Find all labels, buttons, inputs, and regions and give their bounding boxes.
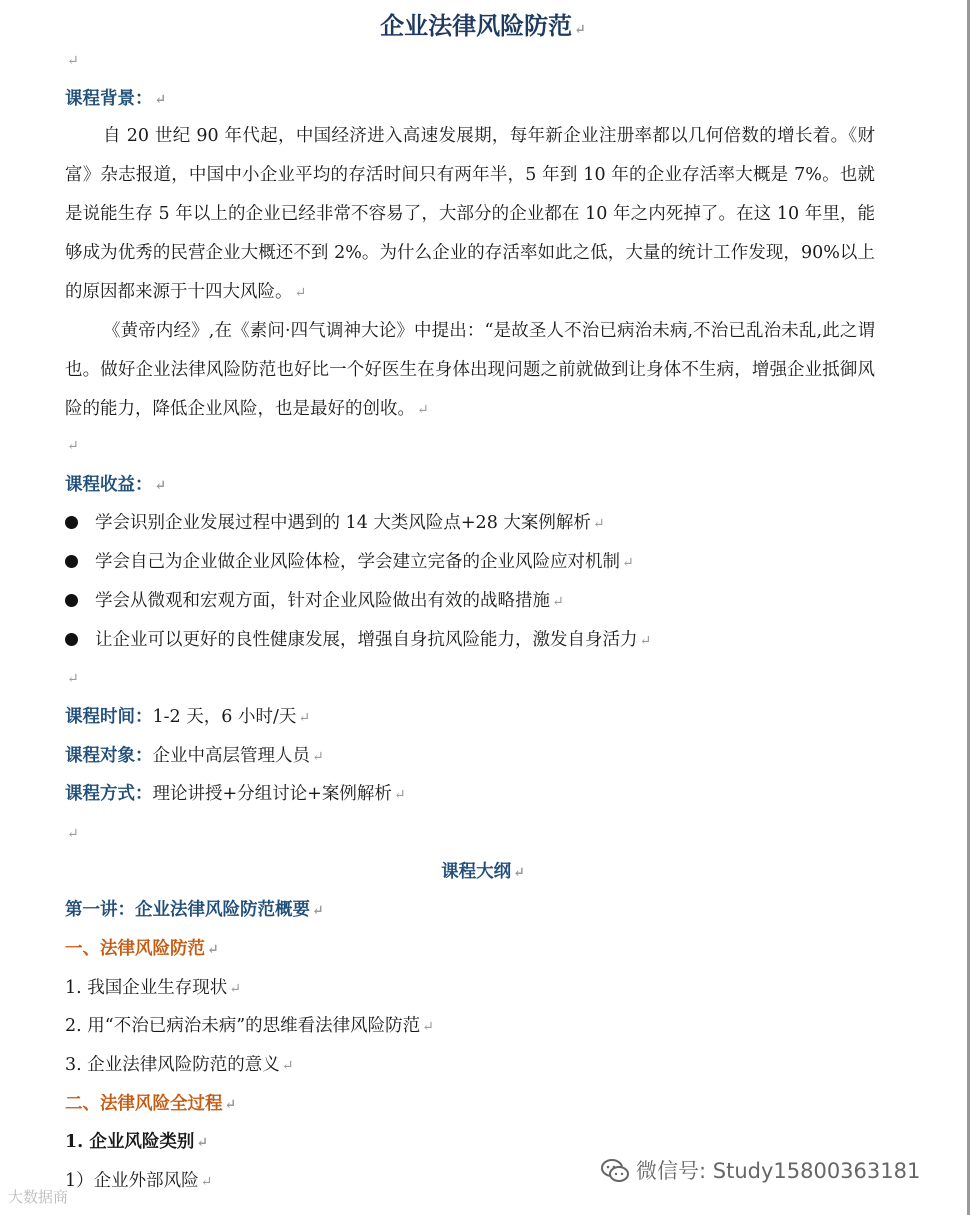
bullet-icon [65,633,78,646]
background-paragraph-1: 自 20 世纪 90 年代起，中国经济进入高速发展期，每年新企业注册率都以几何倍数的增长着。《财富》杂志报道，中国中小企业平均的存活时间只有两年半，5 年到 10 年的企业存活率大概是 7%。也就是说能生存 5 年以上的企业已经非常不容易了，大部分的企业都在 10 年之内死掉了。在这 10 年里，能够成为优秀的民营企业大概还不到 2%。为什么企业的存活率如此之低，大量的统计工作发现，90%以上的原因都来源于十四大风险。 ↵ [65,126,875,302]
course-method: 课程方式：理论讲授+分组讨论+案例解析 ↵ [65,784,406,804]
benefits-heading: 课程收益： ↵ [65,475,167,495]
section-1-item: 2. 用“不治已病治未病”的思维看法律风险防范 ↵ [65,1016,434,1036]
bullet-icon [65,516,78,529]
benefit-item: 学会识别企业发展过程中遇到的 14 大类风险点+28 大案例解析 ↵ [65,513,605,534]
subsection-1-title: 1. 企业风险类别 ↵ [65,1132,209,1152]
benefit-item: 学会从微观和宏观方面，针对企业风险做出有效的战略措施 ↵ [65,591,564,612]
benefit-item: 让企业可以更好的良性健康发展，增强自身抗风险能力，激发自身活力 ↵ [65,630,651,651]
subsection-1-item: 1）企业外部风险 ↵ [65,1171,213,1191]
document-title: 企业法律风险防范 ↵ [380,11,586,40]
lecture-1-title: 第一讲：企业法律风险防范概要 ↵ [65,900,324,920]
empty-paragraph: ↵ [67,671,79,687]
wechat-icon [600,1158,630,1184]
source-watermark: 大数据商 [8,1188,69,1206]
section-1-item: 3. 企业法律风险防范的意义 ↵ [65,1055,294,1075]
empty-paragraph: ↵ [67,438,79,454]
section-1-title: 一、法律风险防范 ↵ [65,939,219,959]
background-paragraph-2: 《黄帝内经》,在《素问·四气调神大论》中提出：“是故圣人不治已病治未病,不治已乱治未乱,此之谓也。做好企业法律风险防范也好比一个好医生在身体出现问题之前就做到让身体不生病，增强企业抵御风险的能力，降低企业风险，也是最好的创收。 ↵ [65,321,875,419]
bullet-icon [65,594,78,607]
course-audience: 课程对象：企业中高层管理人员 ↵ [65,746,324,766]
bullet-icon [65,555,78,568]
benefit-item: 学会自己为企业做企业风险体检，学会建立完备的企业风险应对机制 ↵ [65,552,634,573]
empty-paragraph: ↵ [67,53,79,69]
course-time: 课程时间：1-2 天，6 小时/天 ↵ [65,707,311,727]
background-heading: 课程背景： ↵ [65,89,167,109]
outline-heading: 课程大纲 ↵ [441,862,525,882]
wechat-watermark: 微信号: Study15800363181 [600,1155,920,1185]
empty-paragraph: ↵ [67,826,79,842]
section-2-title: 二、法律风险全过程 ↵ [65,1094,237,1114]
section-1-item: 1. 我国企业生存现状 ↵ [65,978,241,998]
